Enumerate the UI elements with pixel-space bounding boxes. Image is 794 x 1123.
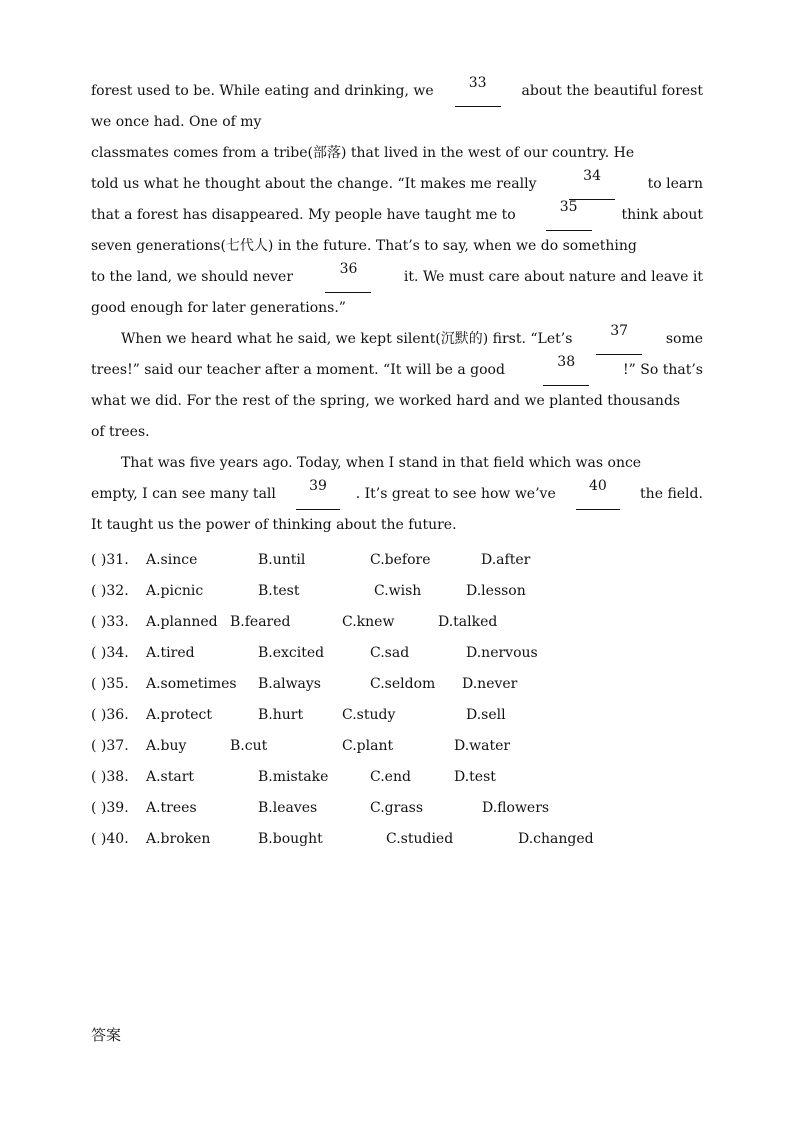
question-row (91, 576, 711, 607)
question-row (91, 607, 711, 638)
option-c: C.knew (342, 614, 395, 630)
text: trees!” said our teacher after a moment. “It will be a good (91, 362, 510, 378)
question-number: ( )37. (91, 738, 129, 754)
question-number: ( )33. (91, 614, 129, 630)
text: forest used to be. While eating and drinking, we (91, 83, 439, 99)
question-number: ( )34. (91, 645, 129, 661)
text: to learn (643, 176, 703, 192)
option-d: D.talked (438, 614, 498, 630)
passage-line (91, 169, 703, 200)
option-d: D.sell (466, 707, 506, 723)
text: some (661, 331, 703, 347)
passage-line (91, 479, 703, 510)
option-b: B.feared (230, 614, 291, 630)
text: we once had. One of my (91, 114, 262, 130)
text: told us what he thought about the change. “It makes me really (91, 176, 541, 192)
option-c: C.seldom (370, 676, 436, 692)
text: think about (617, 207, 703, 223)
option-c: C.studied (386, 831, 454, 847)
text: !” So that’s (623, 362, 703, 378)
option-a: A.planned (146, 614, 218, 630)
passage-line (91, 355, 703, 386)
option-a: A.picnic (146, 583, 204, 599)
text: of trees. (91, 424, 150, 440)
option-d: D.water (454, 738, 511, 754)
option-d: D.flowers (482, 800, 550, 816)
option-b: B.until (258, 552, 306, 568)
blank-38: 38 (543, 355, 589, 386)
blank-39: 39 (296, 479, 340, 510)
text: That was five years ago. Today, when I stand in that field which was once (121, 455, 642, 471)
question-number: ( )32. (91, 583, 129, 599)
question-row (91, 669, 711, 700)
option-c: C.study (342, 707, 396, 723)
question-row (91, 700, 711, 731)
option-d: D.after (481, 552, 531, 568)
question-row (91, 545, 711, 576)
option-c: C.before (370, 552, 431, 568)
option-a: A.buy (146, 738, 187, 754)
text: empty, I can see many tall (91, 486, 281, 502)
passage-line (91, 262, 703, 293)
answer-heading: 答案 (91, 1026, 122, 1044)
option-c: C.grass (370, 800, 424, 816)
passage-line (91, 231, 703, 262)
option-c: C.sad (370, 645, 410, 661)
question-number: ( )36. (91, 707, 129, 723)
option-d: D.nervous (466, 645, 538, 661)
text: When we heard what he said, we kept silent(沉默的) first. “Let’s (121, 331, 577, 347)
passage (91, 76, 703, 541)
question-number: ( )38. (91, 769, 129, 785)
text: what we did. For the rest of the spring, we worked hard and we planted thousands (91, 393, 681, 409)
text: classmates comes from a tribe(部落) that lived in the west of our country. He (91, 145, 635, 161)
passage-line (91, 107, 703, 138)
option-a: A.sometimes (146, 676, 237, 692)
blank-36: 36 (325, 262, 371, 293)
text: good enough for later generations.” (91, 300, 346, 316)
passage-line (91, 386, 703, 417)
option-c: C.end (370, 769, 411, 785)
text: the field. (635, 486, 703, 502)
blank-35: 35 (546, 200, 592, 231)
blank-40: 40 (576, 479, 620, 510)
option-b: B.bought (258, 831, 323, 847)
text: about the beautiful forest (517, 83, 703, 99)
option-b: B.mistake (258, 769, 329, 785)
option-a: A.broken (146, 831, 211, 847)
question-row (91, 638, 711, 669)
option-b: B.cut (230, 738, 268, 754)
text: it. We must care about nature and leave it (399, 269, 703, 285)
passage-line (91, 76, 703, 107)
option-d: D.never (462, 676, 518, 692)
option-c: C.plant (342, 738, 394, 754)
passage-line (91, 448, 703, 479)
question-number: ( )35. (91, 676, 129, 692)
option-b: B.leaves (258, 800, 318, 816)
passage-line (91, 324, 703, 355)
option-a: A.start (146, 769, 195, 785)
question-number: ( )31. (91, 552, 129, 568)
question-number: ( )39. (91, 800, 129, 816)
text: to the land, we should never (91, 269, 298, 285)
blank-37: 37 (596, 324, 642, 355)
option-b: B.test (258, 583, 300, 599)
passage-line (91, 510, 703, 541)
option-a: A.trees (146, 800, 197, 816)
option-c: C.wish (374, 583, 422, 599)
option-b: B.always (258, 676, 321, 692)
option-d: D.test (454, 769, 496, 785)
option-a: A.tired (146, 645, 195, 661)
blank-34: 34 (569, 169, 615, 200)
question-row (91, 824, 711, 855)
blank-33: 33 (455, 76, 501, 107)
option-a: A.since (146, 552, 198, 568)
text: . It’s great to see how we’ve (355, 486, 561, 502)
passage-line (91, 200, 703, 231)
question-row (91, 793, 711, 824)
text: It taught us the power of thinking about the future. (91, 517, 457, 533)
question-row (91, 762, 711, 793)
question-number: ( )40. (91, 831, 129, 847)
option-b: B.hurt (258, 707, 304, 723)
passage-line (91, 138, 703, 169)
question-list (91, 545, 711, 855)
text: seven generations(七代人) in the future. That’s to say, when we do something (91, 238, 637, 254)
question-row (91, 731, 711, 762)
option-d: D.changed (518, 831, 594, 847)
passage-line (91, 417, 703, 448)
text: that a forest has disappeared. My people have taught me to (91, 207, 521, 223)
option-a: A.protect (146, 707, 213, 723)
option-b: B.excited (258, 645, 325, 661)
passage-line (91, 293, 703, 324)
option-d: D.lesson (466, 583, 526, 599)
